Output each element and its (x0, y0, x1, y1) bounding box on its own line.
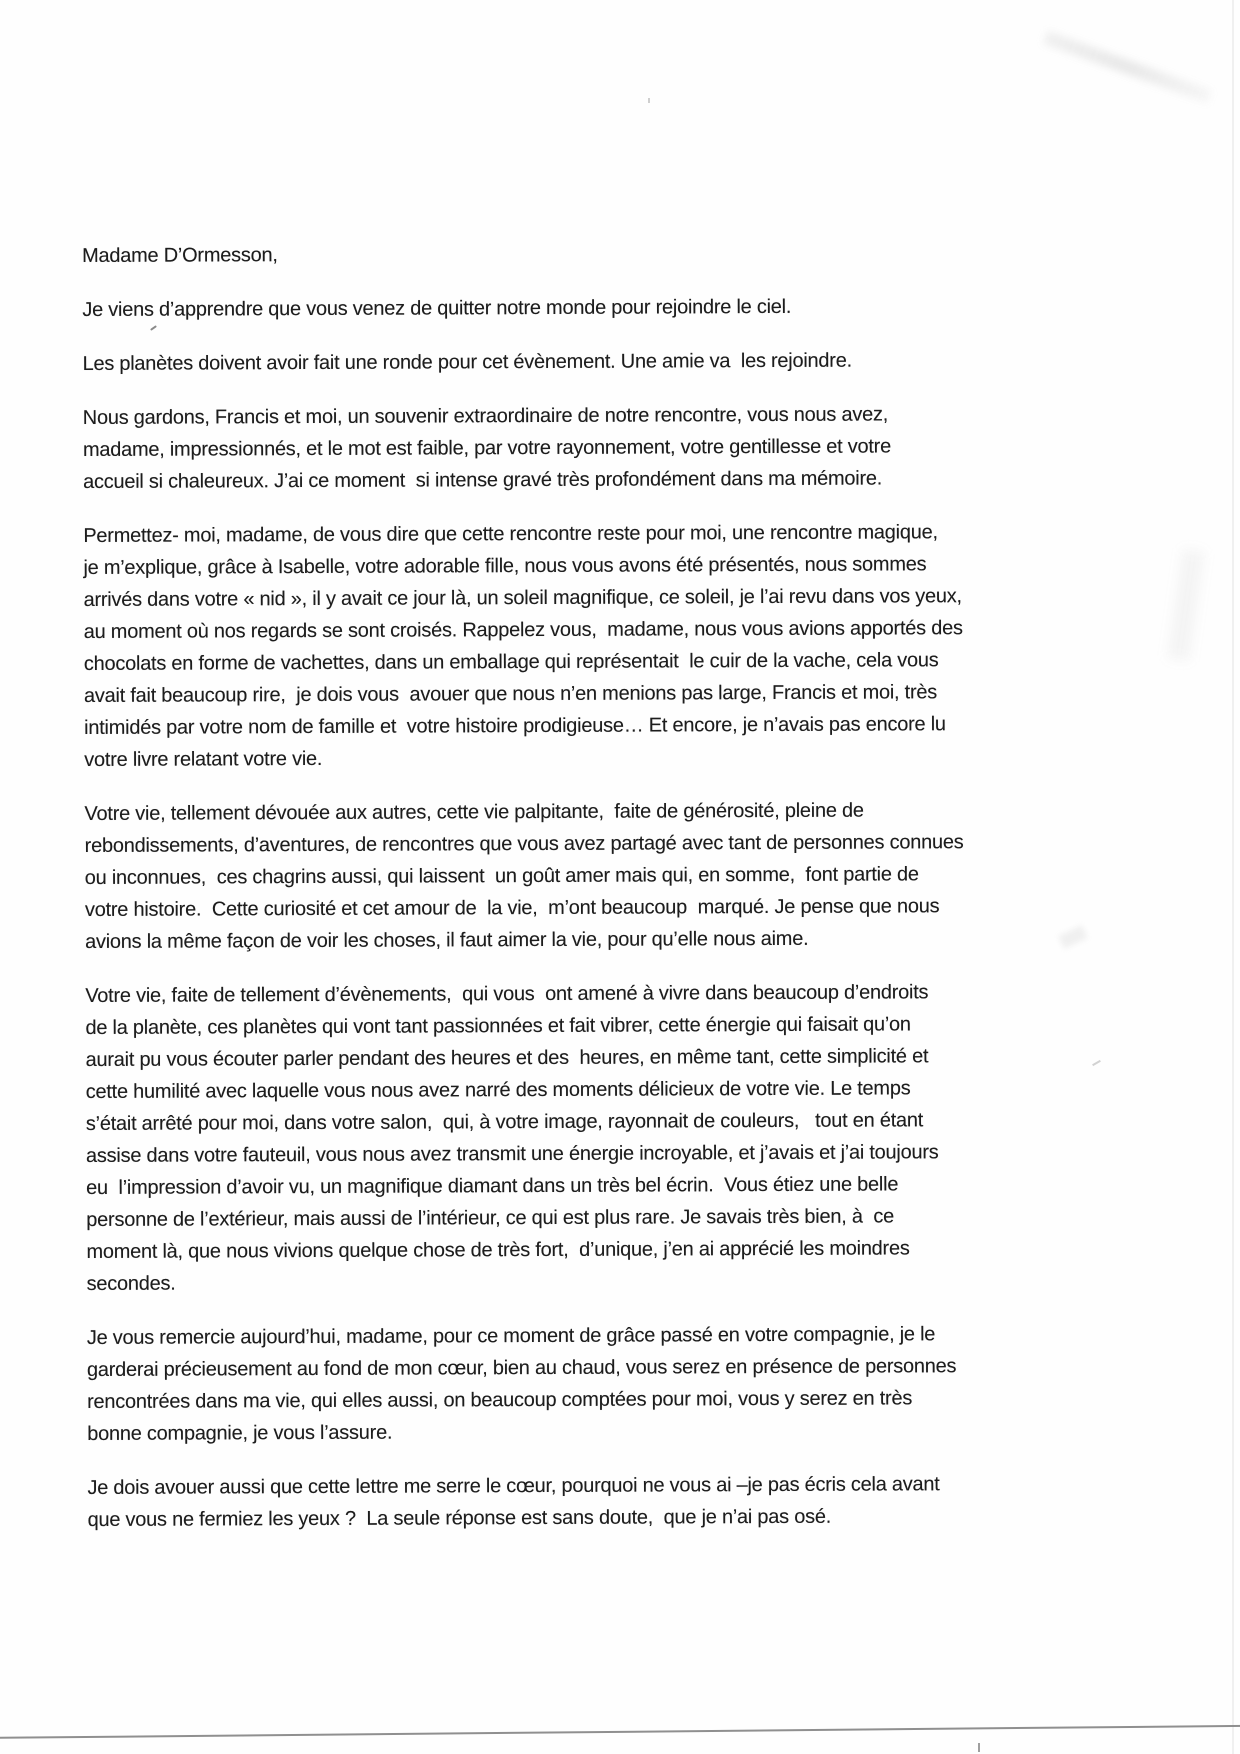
paragraph (83, 398, 1083, 498)
text-line: Permettez- moi, madame, de vous dire que cette rencontre reste pour moi, une rencontre magique, (83, 521, 938, 547)
salutation (82, 236, 1082, 272)
text-line: Votre vie, faite de tellement d’évènements, qui vous ont amené à vivre dans beaucoup d’endroits (85, 981, 929, 1007)
paragraph (87, 1468, 1087, 1536)
letter-body (82, 236, 1088, 1558)
text-line: assise dans votre fauteuil, vous nous avez transmit une énergie incroyable, et j’avais et j’ai toujours (85, 1141, 939, 1167)
text-line: que vous ne fermiez les yeux ? La seule réponse est sans doute, que je n’ai pas osé. (87, 1505, 832, 1531)
text-line: eu l’impression d’avoir vu, un magnifique diamant dans un très bel écrin. Vous étiez une belle (86, 1173, 899, 1199)
text-line: au moment où nos regards se sont croisés. Rappelez vous, madame, nous vous avions apportés des (83, 617, 963, 643)
text-line: Les planètes doivent avoir fait une ronde pour cet évènement. Une amie va les rejoindre. (82, 349, 852, 375)
text-line: aurait pu vous écouter parler pendant des heures et des heures, en même tant, cette simplicité et (85, 1045, 929, 1071)
text-line: votre livre relatant votre vie. (84, 747, 323, 771)
text-line: avions la même façon de voir les choses, il faut aimer la vie, pour qu’elle nous aime. (85, 927, 809, 953)
paragraph (83, 516, 1084, 776)
scan-speck (1092, 1060, 1101, 1066)
scan-speck-bottom (978, 1743, 980, 1752)
text-line: personne de l’extérieur, mais aussi de l’intérieur, ce qui est plus rare. Je savais très bien, à ce (86, 1205, 894, 1231)
text-line: je m’explique, grâce à Isabelle, votre adorable fille, nous vous avons été présentés, nous sommes (83, 553, 927, 579)
scan-edge-right (1232, 0, 1234, 1754)
paragraph (87, 1318, 1088, 1450)
paragraph (84, 794, 1085, 958)
text-line: secondes. (86, 1272, 176, 1295)
scan-edge-bottom-line (0, 1724, 1240, 1739)
text-line: Je vous remercie aujourd’hui, madame, pour ce moment de grâce passé en votre compagnie, je le (86, 1323, 936, 1349)
text-line: madame, impressionnés, et le mot est faible, par votre rayonnement, votre gentillesse et votre (82, 435, 891, 461)
text-line: votre histoire. Cette curiosité et cet amour de la vie, m’ont beaucoup marqué. Je pense que nous (84, 895, 940, 921)
scan-smudge-right-middle (1167, 549, 1204, 661)
text-line: Madame D’Ormesson, (82, 244, 278, 267)
text-line: de la planète, ces planètes qui vont tant passionnées et fait vibrer, cette énergie qui faisait qu’on (85, 1013, 911, 1039)
text-line: cette humilité avec laquelle vous nous avez narré des moments délicieux de votre vie. Le temps (85, 1077, 911, 1103)
text-line: garderai précieusement au fond de mon cœur, bien au chaud, vous serez en présence de personnes (86, 1355, 957, 1381)
scan-smudge-top-right (1043, 30, 1212, 103)
text-line: Nous gardons, Francis et moi, un souvenir extraordinaire de notre rencontre, vous nous avez, (82, 403, 889, 429)
paragraph (82, 290, 1082, 326)
text-line: Je dois avouer aussi que cette lettre me serre le cœur, pourquoi ne vous ai –je pas écris cela avant (87, 1473, 940, 1499)
text-line: Je viens d’apprendre que vous venez de quitter notre monde pour rejoindre le ciel. (82, 295, 792, 321)
paragraphs (82, 290, 1087, 1536)
text-line: accueil si chaleureux. J’ai ce moment si intense gravé très profondément dans ma mémoire. (83, 467, 883, 493)
text-line: moment là, que nous vivions quelque chose de très fort, d’unique, j’en ai apprécié les moindres (86, 1237, 910, 1263)
text-line: intimidés par votre nom de famille et votre histoire prodigieuse… Et encore, je n’avais pas encore lu (84, 713, 946, 739)
text-line: arrivés dans votre « nid », il y avait ce jour là, un soleil magnifique, ce soleil, je l’ai revu dans vos yeux, (83, 585, 962, 611)
text-line: chocolats en forme de vachettes, dans un emballage qui représentait le cuir de la vache, cela vous (83, 649, 939, 675)
text-line: ou inconnues, ces chagrins aussi, qui laissent un goût amer mais qui, en somme, font partie de (84, 863, 919, 889)
text-line: rencontrées dans ma vie, qui elles aussi, on beaucoup comptées pour moi, vous y serez en très (87, 1387, 913, 1413)
paragraph (82, 344, 1082, 380)
text-line: bonne compagnie, je vous l’assure. (87, 1421, 393, 1445)
text-line: Votre vie, tellement dévouée aux autres, cette vie palpitante, faite de générosité, pleine de (84, 799, 864, 825)
scan-speck (648, 98, 650, 103)
text-line: s’était arrêté pour moi, dans votre salon, qui, à votre image, rayonnait de couleurs, tout en étant (85, 1109, 924, 1135)
text-line: rebondissements, d’aventures, de rencontres que vous avez partagé avec tant de personnes connues (84, 831, 964, 857)
paragraph (85, 976, 1086, 1300)
text-line: avait fait beaucoup rire, je dois vous avouer que nous n’en menions pas large, Francis et moi, très (83, 681, 938, 707)
